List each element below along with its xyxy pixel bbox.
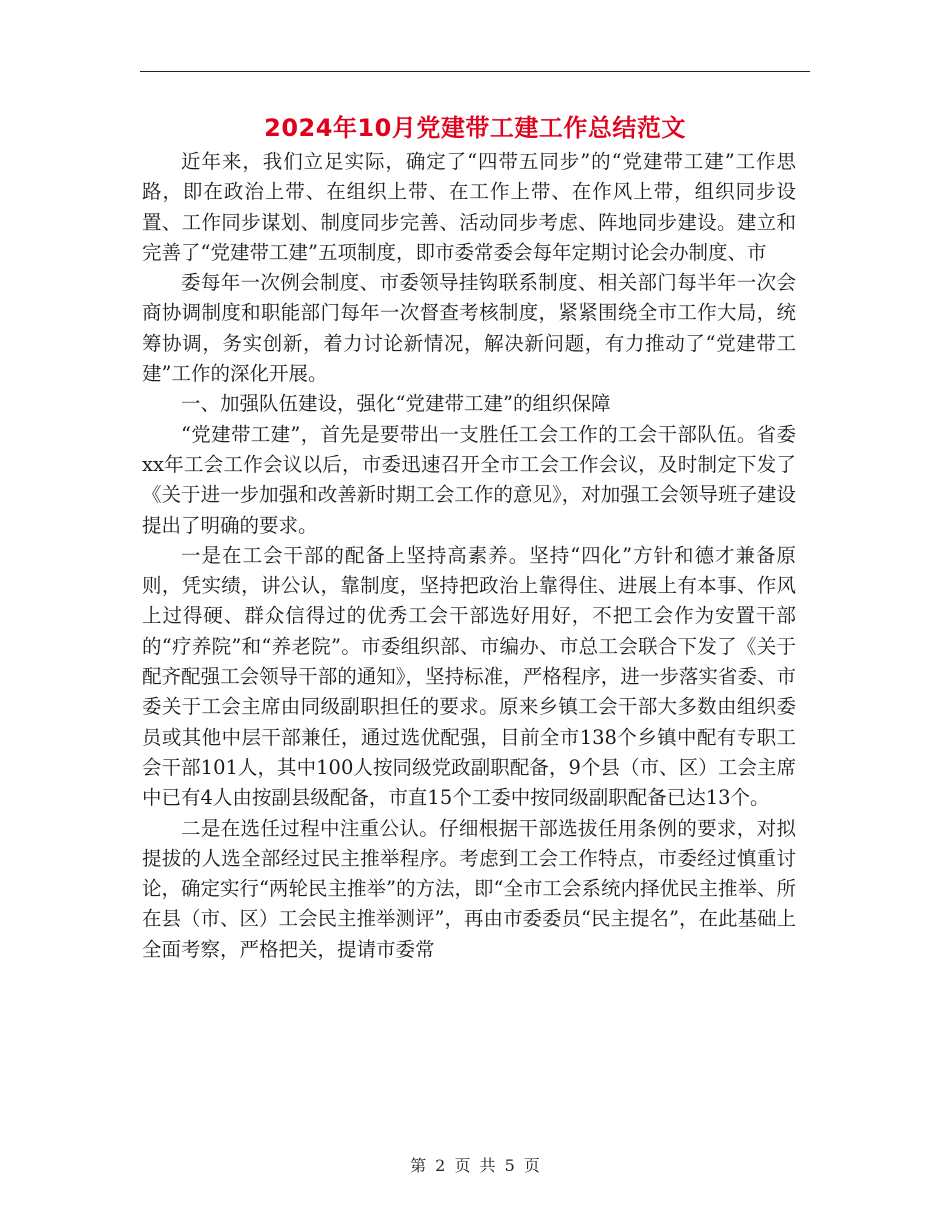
document-body <box>142 147 796 965</box>
paragraph: 近年来，我们立足实际，确定了“四带五同步”的“党建带工建”工作思路，即在政治上带、在组织上带、在工作上带、在作风上带，组织同步设置、工作同步谋划、制度同步完善、活动同步考虑、阵地同步建设。建立和完善了“党建带工建”五项制度，即市委常委会每年定期讨论会办制度、市 <box>142 150 796 264</box>
header-rule <box>140 71 810 72</box>
paragraph: 一是在工会干部的配备上坚持高素养。坚持“四化”方针和德才兼备原则，凭实绩，讲公认，靠制度，坚持把政治上靠得住、进展上有本事、作风上过得硬、群众信得过的优秀工会干部选好用好，不把工会作为安置干部的“疗养院”和“养老院”。市委组织部、市编办、市总工会联合下发了《关于配齐配强工会领导干部的通知》，坚持标准，严格程序，进一步落实省委、市委关于工会主席由同级副职担任的要求。原来乡镇工会干部大多数由组织委员或其他中层干部兼任，通过选优配强，目前全市138个乡镇中配有专职工会干部101人，其中100人按同级党政副职配备，9个县（市、区）工会主席中已有4人由按副县级配备，市直15个工委中按同级副职配备已达13个。 <box>142 543 796 810</box>
section-heading: 一、加强队伍建设，强化“党建带工建”的组织保障 <box>181 392 611 416</box>
document-title: 2024年10月党建带工建工作总结范文 <box>264 114 686 142</box>
paragraph: “党建带工建”，首先是要带出一支胜任工会工作的工会干部队伍。省委xx年工会工作会议以后，市委迅速召开全市工会工作会议，及时制定下发了《关于进一步加强和改善新时期工会工作的意见》，对加强工会领导班子建设提出了明确的要求。 <box>142 422 796 537</box>
paragraph: 二是在选任过程中注重公认。仔细根据干部选拔任用条例的要求，对拟提拔的人选全部经过民主推举程序。考虑到工会工作特点，市委经过慎重讨论，确定实行“两轮民主推举”的方法，即“全市工会系统内择优民主推举、所在县（市、区）工会民主推举测评”，再由市委委员“民主提名”，在此基础上全面考察，严格把关，提请市委常 <box>142 816 796 961</box>
page-number: 第 2 页 共 5 页 <box>410 1156 540 1175</box>
paragraph: 委每年一次例会制度、市委领导挂钩联系制度、相关部门每半年一次会商协调制度和职能部门每年一次督查考核制度，紧紧围绕全市工作大局，统筹协调，务实创新，着力讨论新情况，解决新问题，有力推动了“党建带工建”工作的深化开展。 <box>142 271 796 386</box>
